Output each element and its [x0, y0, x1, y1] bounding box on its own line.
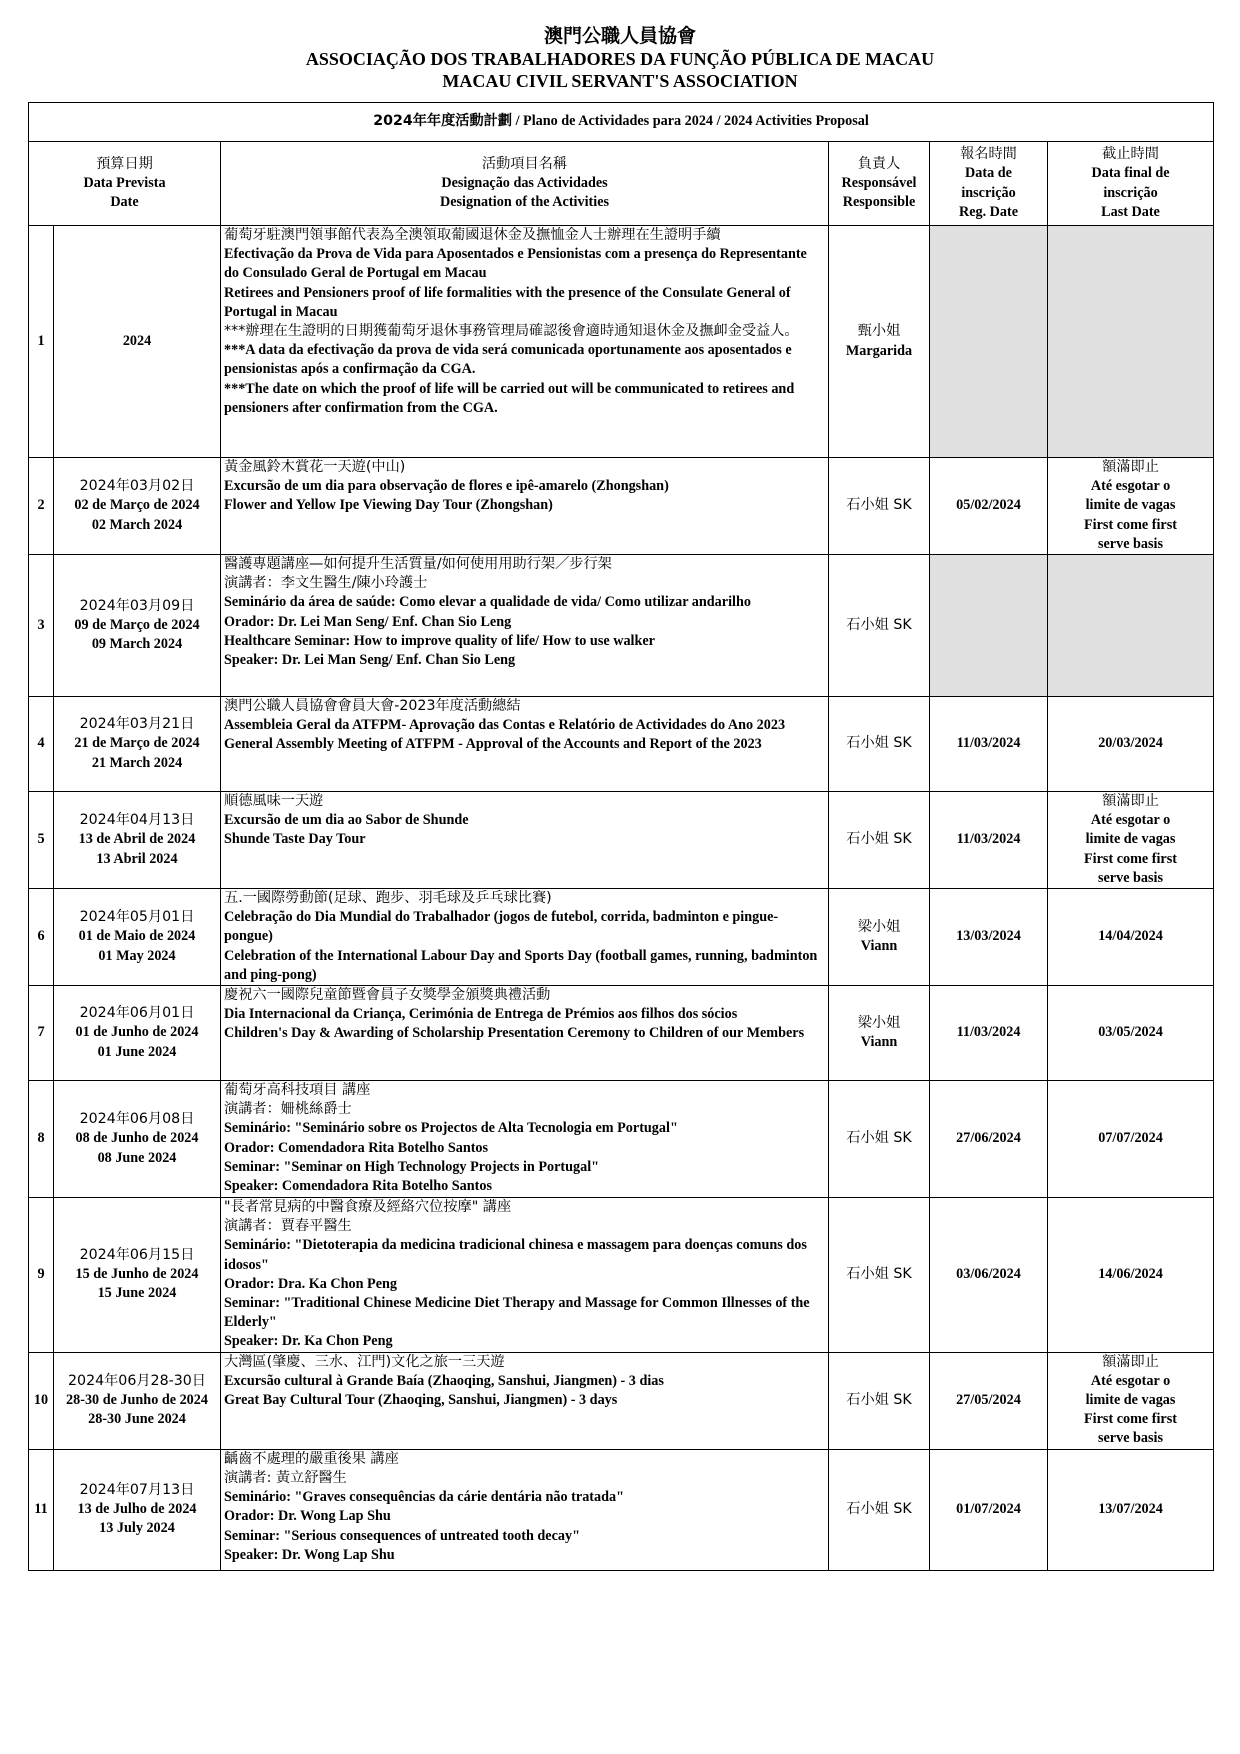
row-reg-date: [930, 1449, 1048, 1570]
col-date-en: Date: [110, 194, 139, 211]
table-row: [29, 1081, 1214, 1198]
activity-line: 澳門公職人員協會會員大會-2023年度活動總結: [224, 698, 521, 715]
activity-line: 演講者：賈春平醫生: [224, 1218, 352, 1235]
activity-line: Orador: Comendadora Rita Botelho Santos: [224, 1139, 489, 1156]
row-date: [54, 1449, 221, 1570]
row-last-date: [1048, 1352, 1214, 1449]
association-name-en: MACAU CIVIL SERVANT'S ASSOCIATION: [442, 71, 798, 91]
column-header-row: [29, 142, 1214, 226]
last-line: Até esgotar o: [1090, 1372, 1171, 1389]
activity-line: Shunde Taste Day Tour: [224, 831, 366, 848]
table-row: [29, 555, 1214, 697]
date-line: 2024年06月28-30日: [68, 1372, 206, 1389]
table-row: [29, 458, 1214, 555]
col-responsible-header: [829, 142, 930, 226]
last-line: limite de vagas: [1085, 497, 1176, 514]
activity-line: Celebration of the International Labour Day and Sports Day (football games, running, badminton and ping-pong): [224, 947, 818, 983]
reg-line: 11/03/2024: [956, 831, 1021, 848]
responsible-line: 梁小姐: [857, 918, 901, 935]
table-title-zh: 2024年年度活動計劃: [373, 113, 513, 130]
last-line: First come first: [1084, 850, 1177, 867]
reg-line: 05/02/2024: [956, 497, 1021, 514]
row-responsible: [829, 1352, 930, 1449]
row-responsible: [829, 1449, 930, 1570]
row-date: [54, 1198, 221, 1353]
activity-line: Seminar: "Seminar on High Technology Projects in Portugal": [224, 1158, 600, 1175]
date-line: 15 de Junho de 2024: [75, 1266, 199, 1283]
activity-line: Children's Day & Awarding of Scholarship Presentation Ceremony to Children of our Members: [224, 1025, 805, 1042]
activity-line: 齲齒不處理的嚴重後果 講座: [224, 1450, 399, 1467]
responsible-line: 石小姐 SK: [846, 735, 912, 752]
col-last-en: Last Date: [1101, 203, 1160, 220]
activity-line: Speaker: Dr. Ka Chon Peng: [224, 1333, 393, 1350]
date-line: 01 de Maio de 2024: [78, 928, 196, 945]
association-name-zh: 澳門公職人員協會: [543, 25, 696, 47]
row-reg-date: [930, 792, 1048, 889]
row-reg-date: [930, 458, 1048, 555]
reg-line: 27/05/2024: [956, 1392, 1021, 1409]
date-line: 2024年03月21日: [79, 716, 195, 733]
activity-line: Celebração do Dia Mundial do Trabalhador (jogos de futebol, corrida, badminton e pingue-pongue): [224, 909, 779, 945]
row-responsible: [829, 226, 930, 458]
row-responsible: [829, 889, 930, 986]
row-reg-date: [930, 555, 1048, 697]
row-activity: [221, 1198, 829, 1353]
date-line: 13 Abril 2024: [96, 850, 178, 867]
activity-line: Retirees and Pensioners proof of life formalities with the presence of the Consulate General of Portugal in Macau: [224, 284, 791, 320]
last-line: serve basis: [1097, 869, 1164, 886]
row-number: 4: [29, 697, 54, 792]
row-activity: [221, 697, 829, 792]
date-line: 2024: [122, 332, 152, 349]
date-line: 13 de Julho de 2024: [77, 1501, 197, 1518]
row-activity: [221, 792, 829, 889]
col-activity-header: [221, 142, 829, 226]
activity-line: 演講者：李文生醫生/陳小玲護士: [224, 575, 428, 592]
activity-line: ***辦理在生證明的日期獲葡萄牙退休事務管理局確認後會適時通知退休金及撫卹金受益人。: [224, 323, 799, 340]
col-responsible-en: Responsible: [842, 194, 916, 211]
row-number: 8: [29, 1081, 54, 1198]
date-line: 21 de Março de 2024: [74, 735, 200, 752]
col-date-pt: Data Prevista: [83, 174, 166, 191]
date-line: 2024年05月01日: [79, 909, 195, 926]
responsible-line: Viann: [860, 938, 898, 955]
activity-line: Seminário: "Graves consequências da cárie dentária não tratada": [224, 1489, 624, 1506]
row-responsible: [829, 555, 930, 697]
activity-line: Seminar: "Serious consequences of untreated tooth decay": [224, 1527, 580, 1544]
table-row: [29, 792, 1214, 889]
col-reg-l1: Data de: [965, 165, 1012, 182]
row-date: [54, 226, 221, 458]
date-line: 2024年03月02日: [79, 478, 195, 495]
col-date-zh: 預算日期: [96, 155, 153, 172]
date-line: 01 June 2024: [97, 1043, 177, 1060]
row-activity: [221, 986, 829, 1081]
last-line: Até esgotar o: [1090, 812, 1171, 829]
last-line: 14/06/2024: [1098, 1266, 1163, 1283]
row-last-date: [1048, 226, 1214, 458]
row-number: 10: [29, 1352, 54, 1449]
activity-line: 順德風味一天遊: [224, 793, 324, 810]
row-date: [54, 889, 221, 986]
activity-line: General Assembly Meeting of ATFPM - Approval of the Accounts and Report of the 2023: [224, 736, 762, 753]
row-responsible: [829, 1081, 930, 1198]
col-last-l1: Data final de: [1091, 165, 1170, 182]
association-name-pt: ASSOCIAÇÃO DOS TRABALHADORES DA FUNÇÃO PÚBLICA DE MACAU: [305, 49, 935, 69]
col-last-header: [1048, 142, 1214, 226]
activities-table: [28, 102, 1214, 1571]
row-number: 3: [29, 555, 54, 697]
row-number: 6: [29, 889, 54, 986]
row-reg-date: [930, 226, 1048, 458]
activity-line: Orador: Dra. Ka Chon Peng: [224, 1275, 398, 1292]
date-line: 13 de Abril de 2024: [78, 831, 196, 848]
col-reg-header: [930, 142, 1048, 226]
responsible-line: 石小姐 SK: [846, 831, 912, 848]
date-line: 09 de Março de 2024: [74, 616, 200, 633]
col-reg-en: Reg. Date: [958, 203, 1019, 220]
last-line: serve basis: [1097, 535, 1164, 552]
row-date: [54, 792, 221, 889]
date-line: 2024年06月15日: [79, 1247, 195, 1264]
activity-line: Dia Internacional da Criança, Cerimónia de Entrega de Prémios aos filhos dos sócios: [224, 1006, 738, 1023]
activity-line: Speaker: Dr. Wong Lap Shu: [224, 1546, 395, 1563]
row-activity: [221, 889, 829, 986]
row-last-date: [1048, 889, 1214, 986]
row-reg-date: [930, 697, 1048, 792]
responsible-line: 石小姐 SK: [846, 1130, 912, 1147]
table-row: [29, 986, 1214, 1081]
col-date-header: [29, 142, 221, 226]
table-row: [29, 1198, 1214, 1353]
date-line: 13 July 2024: [99, 1520, 175, 1537]
date-line: 15 June 2024: [97, 1285, 177, 1302]
row-number: 5: [29, 792, 54, 889]
last-line: 13/07/2024: [1098, 1501, 1163, 1518]
row-last-date: [1048, 458, 1214, 555]
last-line: 額滿即止: [1102, 793, 1159, 810]
row-reg-date: [930, 1352, 1048, 1449]
date-line: 28-30 de Junho de 2024: [66, 1392, 208, 1409]
table-title: [29, 103, 1214, 142]
activity-line: Orador: Dr. Lei Man Seng/ Enf. Chan Sio Leng: [224, 613, 512, 630]
last-line: First come first: [1084, 516, 1177, 533]
date-line: 28-30 June 2024: [88, 1411, 186, 1428]
last-line: Até esgotar o: [1090, 478, 1171, 495]
row-date: [54, 1352, 221, 1449]
activity-line: ***A data da efectivação da prova de vida será comunicada oportunamente aos aposentados e pensionistas após a confirmação da CGA.: [224, 342, 792, 378]
row-responsible: [829, 986, 930, 1081]
reg-line: 11/03/2024: [956, 735, 1021, 752]
row-date: [54, 1081, 221, 1198]
activity-line: ***The date on which the proof of life will be carried out will be communicated to retirees and pensioners after confirmation from the CGA.: [224, 380, 795, 416]
row-number: 2: [29, 458, 54, 555]
table-row: [29, 1352, 1214, 1449]
activity-line: Seminário da área de saúde: Como elevar a qualidade de vida/ Como utilizar andarilho: [224, 594, 751, 611]
date-line: 2024年06月08日: [79, 1111, 195, 1128]
date-line: 2024年04月13日: [79, 812, 195, 829]
row-number: 7: [29, 986, 54, 1081]
row-responsible: [829, 697, 930, 792]
table-row: [29, 889, 1214, 986]
activity-line: Speaker: Dr. Lei Man Seng/ Enf. Chan Sio Leng: [224, 652, 516, 669]
activity-line: Excursão de um dia ao Sabor de Shunde: [224, 812, 469, 829]
date-line: 2024年03月09日: [79, 597, 195, 614]
activity-line: 慶祝六一國際兒童節暨會員子女獎學金頒獎典禮活動: [224, 987, 551, 1004]
activity-line: 演講者：姍桃絲爵士: [224, 1101, 352, 1118]
reg-line: 01/07/2024: [956, 1501, 1021, 1518]
responsible-line: Viann: [860, 1034, 898, 1051]
row-reg-date: [930, 1198, 1048, 1353]
date-line: 02 de Março de 2024: [74, 497, 200, 514]
date-line: 09 March 2024: [91, 636, 183, 653]
responsible-line: Margarida: [845, 342, 913, 359]
col-activity-pt: Designação das Actividades: [441, 174, 608, 191]
activity-line: 葡萄牙高科技項目 講座: [224, 1082, 371, 1099]
activity-line: Healthcare Seminar: How to improve quality of life/ How to use walker: [224, 632, 655, 649]
row-last-date: [1048, 986, 1214, 1081]
row-last-date: [1048, 1449, 1214, 1570]
activity-line: 演講者: 黃立舒醫生: [224, 1469, 347, 1486]
reg-line: 13/03/2024: [956, 928, 1021, 945]
responsible-line: 石小姐 SK: [846, 1266, 912, 1283]
row-activity: [221, 1081, 829, 1198]
last-line: limite de vagas: [1085, 831, 1176, 848]
date-line: 21 March 2024: [91, 754, 183, 771]
activity-line: 葡萄牙駐澳門領事館代表為全澳領取葡國退休金及撫恤金人士辦理在生證明手續: [224, 227, 721, 243]
responsible-line: 石小姐 SK: [846, 616, 912, 633]
responsible-line: 梁小姐: [857, 1014, 901, 1031]
row-last-date: [1048, 1081, 1214, 1198]
row-activity: [221, 458, 829, 555]
row-responsible: [829, 458, 930, 555]
reg-line: 03/06/2024: [956, 1266, 1021, 1283]
row-activity: [221, 1352, 829, 1449]
table-title-rest: / Plano de Actividades para 2024 / 2024 Activities Proposal: [512, 113, 869, 130]
activity-line: Excursão de um dia para observação de flores e ipê-amarelo (Zhongshan): [224, 478, 669, 495]
activity-line: Speaker: Comendadora Rita Botelho Santos: [224, 1178, 492, 1195]
last-line: 03/05/2024: [1098, 1024, 1163, 1041]
activity-line: 五.一國際勞動節(足球、跑步、羽毛球及乒乓球比賽): [224, 890, 552, 907]
responsible-line: 石小姐 SK: [846, 1392, 912, 1409]
last-line: 額滿即止: [1102, 459, 1159, 475]
col-reg-zh: 報名時間: [960, 146, 1017, 163]
activity-line: 黃金風鈴木賞花一天遊(中山): [224, 459, 406, 475]
row-number: 11: [29, 1449, 54, 1570]
row-last-date: [1048, 697, 1214, 792]
activity-line: Seminário: "Dietoterapia da medicina tradicional chinesa e massagem para doenças comuns dos idosos": [224, 1237, 807, 1273]
row-date: [54, 458, 221, 555]
col-last-zh: 截止時間: [1102, 146, 1159, 163]
date-line: 08 de Junho de 2024: [75, 1130, 199, 1147]
date-line: 2024年07月13日: [79, 1481, 195, 1498]
date-line: 01 de Junho de 2024: [75, 1024, 199, 1041]
row-date: [54, 697, 221, 792]
activity-line: Assembleia Geral da ATFPM- Aprovação das Contas e Relatório de Actividades do Ano 2023: [224, 717, 786, 734]
row-activity: [221, 1449, 829, 1570]
row-last-date: [1048, 792, 1214, 889]
last-line: 20/03/2024: [1098, 735, 1163, 752]
col-responsible-pt: Responsável: [841, 174, 917, 191]
row-date: [54, 555, 221, 697]
row-reg-date: [930, 1081, 1048, 1198]
table-body: [29, 226, 1214, 1571]
activity-line: 大灣區(肇慶、三水、江門)文化之旅一三天遊: [224, 1353, 505, 1370]
reg-line: 27/06/2024: [956, 1130, 1021, 1147]
responsible-line: 石小姐 SK: [846, 497, 912, 514]
row-activity: [221, 555, 829, 697]
activity-line: Flower and Yellow Ipe Viewing Day Tour (Zhongshan): [224, 497, 553, 514]
activity-line: Great Bay Cultural Tour (Zhaoqing, Sanshui, Jiangmen) - 3 days: [224, 1392, 618, 1409]
last-line: serve basis: [1097, 1430, 1164, 1447]
date-line: 01 May 2024: [98, 947, 176, 964]
activity-line: Excursão cultural à Grande Baía (Zhaoqing, Sanshui, Jiangmen) - 3 dias: [224, 1372, 664, 1389]
last-line: limite de vagas: [1085, 1392, 1176, 1409]
row-reg-date: [930, 889, 1048, 986]
row-last-date: [1048, 555, 1214, 697]
activity-line: Efectivação da Prova de Vida para Aposentados e Pensionistas com a presença do Representante do Consulado Geral de Portugal em Macau: [224, 246, 807, 282]
row-last-date: [1048, 1198, 1214, 1353]
row-activity: [221, 226, 829, 458]
date-line: 2024年06月01日: [79, 1005, 195, 1022]
last-line: 07/07/2024: [1098, 1130, 1163, 1147]
activity-line: Orador: Dr. Wong Lap Shu: [224, 1508, 391, 1525]
responsible-line: 甄小姐: [857, 323, 901, 340]
responsible-line: 石小姐 SK: [846, 1501, 912, 1518]
activity-line: "長者常見病的中醫食療及經絡穴位按摩" 講座: [224, 1199, 512, 1216]
activity-line: Seminário: "Seminário sobre os Projectos de Alta Tecnologia em Portugal": [224, 1120, 678, 1137]
last-line: 額滿即止: [1102, 1353, 1159, 1370]
activity-line: 醫護專題講座—如何提升生活質量/如何使用用助行架／步行架: [224, 556, 612, 573]
col-activity-en: Designation of the Activities: [439, 194, 610, 211]
table-row: [29, 697, 1214, 792]
document-header: [0, 24, 1240, 92]
col-last-l2: inscrição: [1103, 184, 1158, 201]
col-activity-zh: 活動項目名稱: [481, 155, 568, 172]
date-line: 08 June 2024: [97, 1149, 177, 1166]
reg-line: 11/03/2024: [956, 1024, 1021, 1041]
row-number: 9: [29, 1198, 54, 1353]
row-responsible: [829, 1198, 930, 1353]
col-reg-l2: inscrição: [961, 184, 1016, 201]
last-line: First come first: [1084, 1411, 1177, 1428]
table-title-row: [29, 103, 1214, 142]
last-line: 14/04/2024: [1098, 928, 1163, 945]
row-number: 1: [29, 226, 54, 458]
row-responsible: [829, 792, 930, 889]
activity-line: Seminar: "Traditional Chinese Medicine Diet Therapy and Massage for Common Illnesses of the Elderly": [224, 1295, 810, 1331]
row-date: [54, 986, 221, 1081]
date-line: 02 March 2024: [91, 516, 183, 533]
row-reg-date: [930, 986, 1048, 1081]
table-row: [29, 1449, 1214, 1570]
table-row: [29, 226, 1214, 458]
col-responsible-zh: 負責人: [857, 155, 901, 172]
